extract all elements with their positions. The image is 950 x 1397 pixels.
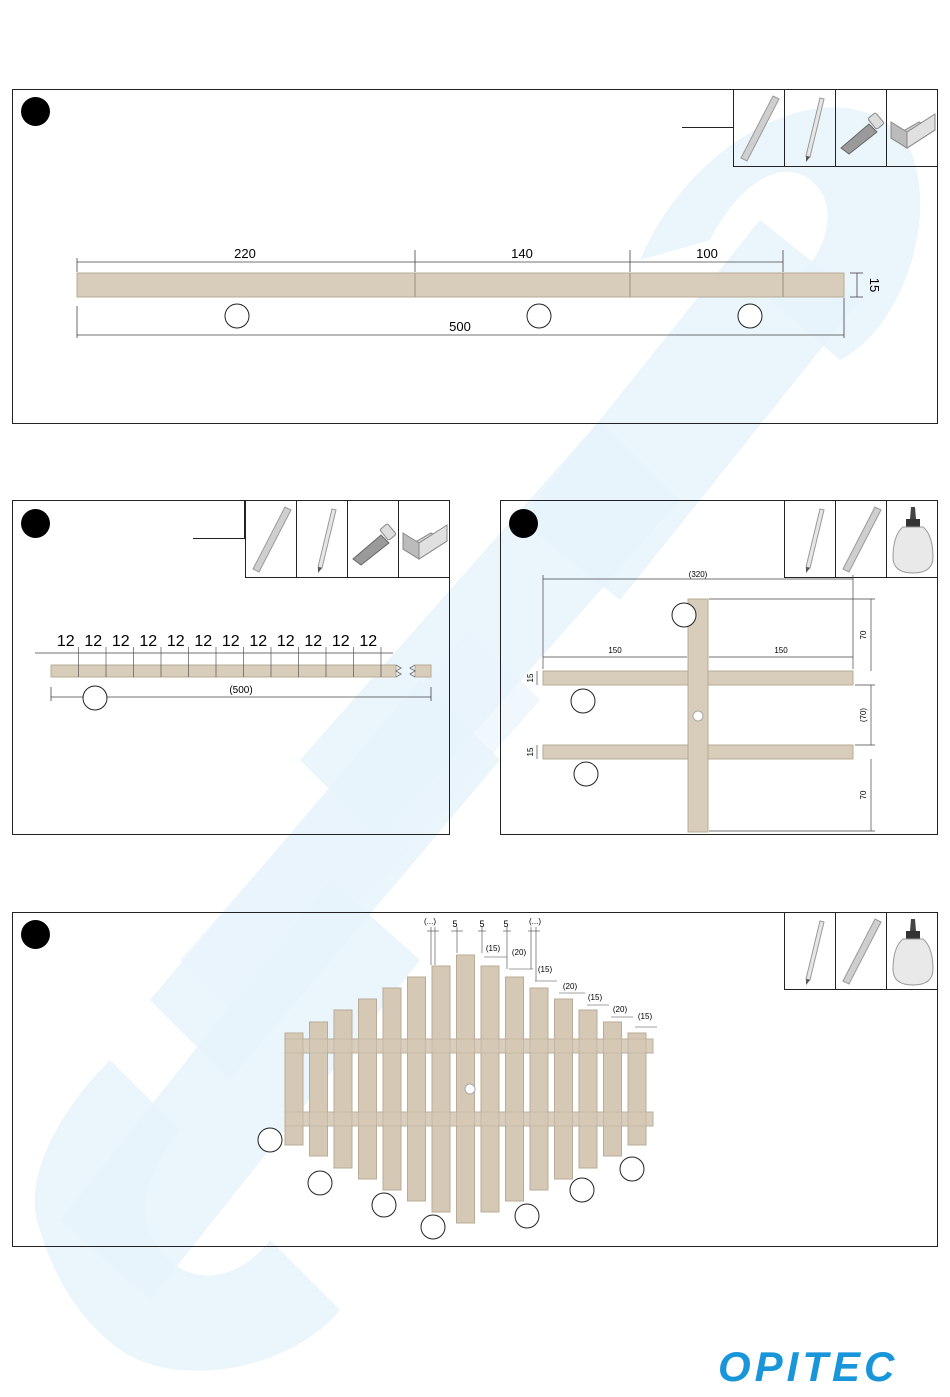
fence-slat [408,977,426,1201]
dim-70-mid: (70) [859,707,868,723]
dim-100: 100 [696,246,718,261]
dim-step-15: (15) [637,1012,653,1021]
fence-slat [555,999,573,1179]
part-circle [83,686,107,710]
center-hole [693,711,703,721]
piece-length-label: 12 [221,633,240,650]
step-3-drawing [501,501,937,834]
piece-length-label: 12 [359,633,378,650]
piece-length-label: 12 [84,633,103,650]
dim-step-20: (20) [511,948,527,957]
piece-length-label: 12 [276,633,295,650]
part-circle [421,1215,445,1239]
dim-500: 500 [449,319,471,334]
fence-slat [506,977,524,1201]
fence-slat [334,1010,352,1168]
piece-length-label: 12 [166,633,185,650]
dim-width-15: 15 [867,277,882,293]
part-circle [225,304,249,328]
step-4-drawing [13,913,937,1246]
part-circle [308,1171,332,1195]
opitec-logo: OPITEC [718,1343,899,1390]
dim-15-rail-top: 15 [526,673,535,683]
wood-strip-end [415,665,431,677]
fence-slat [383,988,401,1190]
piece-length-label: 12 [194,633,213,650]
dim-step-15: (15) [485,944,501,953]
dim-spacing-right: (...) [529,917,541,926]
dim-500-total: (500) [229,685,253,696]
dim-70-bottom: 70 [859,790,868,800]
dim-step-15: (15) [537,965,553,974]
piece-length-label: 12 [331,633,350,650]
dim-spacing-5b: 5 [479,919,485,929]
dim-220: 220 [234,246,256,261]
step-2-drawing [13,501,449,834]
dim-70-top: 70 [859,630,868,640]
part-circle [570,1178,594,1202]
fence-slat [432,966,450,1212]
fence-slat [359,999,377,1179]
part-circle [258,1128,282,1152]
piece-length-label: 12 [56,633,75,650]
dim-15-rail-bottom: 15 [526,747,535,757]
fence-slat [481,966,499,1212]
part-circle [372,1193,396,1217]
center-hole [465,1084,475,1094]
piece-length-label: 12 [139,633,158,650]
fence-slat [579,1010,597,1168]
wood-strip [77,273,844,297]
fence-slat [604,1022,622,1156]
part-circle [527,304,551,328]
step-2-panel [12,500,450,835]
part-circle [574,762,598,786]
part-circle [620,1157,644,1181]
dim-spacing-5a: 5 [452,919,458,929]
dim-step-20: (20) [562,982,578,991]
dim-step-20: (20) [612,1005,628,1014]
dim-150-left: 150 [608,646,622,655]
dim-320: (320) [688,570,708,579]
step-4-panel [12,912,938,1247]
dim-150-right: 150 [774,646,788,655]
piece-length-label: 12 [111,633,130,650]
fence-slat [530,988,548,1190]
piece-length-label: 12 [304,633,323,650]
fence-slat [285,1033,303,1145]
step-1-panel [12,89,938,424]
part-circle [571,689,595,713]
part-circle [738,304,762,328]
dim-step-15: (15) [587,993,603,1002]
dim-140: 140 [511,246,533,261]
dim-spacing-left: (...) [424,917,436,926]
part-circle [515,1204,539,1228]
step-3-panel [500,500,938,835]
piece-length-label: 12 [249,633,268,650]
dim-spacing-5c: 5 [503,919,509,929]
part-circle [672,603,696,627]
fence-slat [628,1033,646,1145]
wood-strip [51,665,396,677]
fence-slat [310,1022,328,1156]
step-1-drawing [13,90,937,423]
